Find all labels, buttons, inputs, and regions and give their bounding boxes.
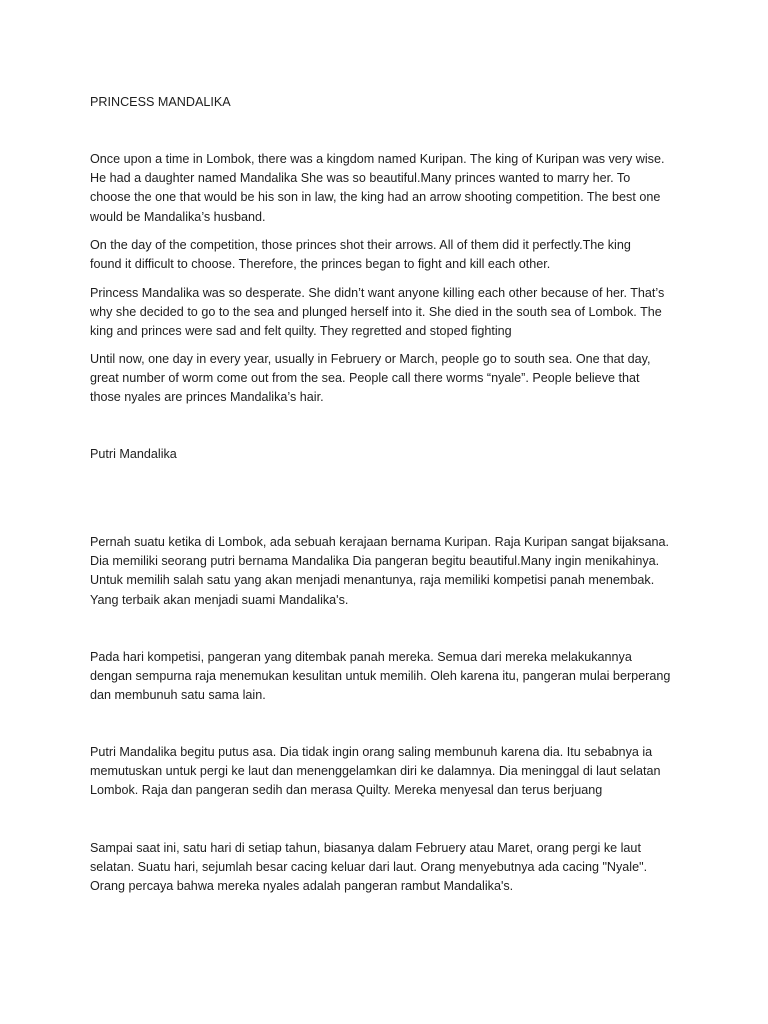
paragraph-line: king and princes were sad and felt quilty. They regretted and stoped fighting [90, 324, 512, 339]
paragraph-line: Lombok. Raja dan pangeran sedih dan merasa Quilty. Mereka menyesal dan terus berjuang [90, 783, 603, 798]
indonesian-paragraph-1 [90, 533, 690, 610]
paragraph-line: Once upon a time in Lombok, there was a kingdom named Kuripan. The king of Kuripan was very wise. [90, 152, 665, 166]
paragraph-line: dengan sempurna raja menemukan kesulitan untuk memilih. Oleh karena itu, pangeran mulai berperang [90, 669, 671, 684]
paragraph-line: Yang terbaik akan menjadi suami Mandalika's. [90, 592, 349, 607]
paragraph-line: Princess Mandalika was so desperate. She didn’t want anyone killing each other because of her. That’s [90, 286, 665, 300]
paragraph-line: choose the one that would be his son in law, the king had an arrow shooting competition. The best one [90, 190, 661, 205]
indonesian-paragraph-4 [90, 839, 690, 897]
paragraph-line: Untuk memilih salah satu yang akan menjadi menantunya, raja memiliki kompetisi panah menembak. [90, 573, 655, 588]
paragraph-line: Orang percaya bahwa mereka nyales adalah pangeran rambut Mandalika's. [90, 879, 514, 894]
paragraph-line: memutuskan untuk pergi ke laut dan menenggelamkan diri ke dalamnya. Dia meninggal di laut selatan [90, 764, 661, 779]
paragraph-line: found it difficult to choose. Therefore, the princes began to fight and kill each other. [90, 257, 551, 272]
paragraph-line: dan membunuh satu sama lain. [90, 688, 266, 703]
paragraph-line: Sampai saat ini, satu hari di setiap tahun, biasanya dalam Februery atau Maret, orang pergi ke laut [90, 841, 641, 855]
indonesian-paragraph-3 [90, 743, 690, 801]
paragraph-line: On the day of the competition, those princes shot their arrows. All of them did it perfectly.The king [90, 238, 631, 252]
paragraph-line: Pada hari kompetisi, pangeran yang ditembak panah mereka. Semua dari mereka melakukannya [90, 650, 632, 664]
paragraph-line: Pernah suatu ketika di Lombok, ada sebuah kerajaan bernama Kuripan. Raja Kuripan sangat bijaksana. [90, 535, 669, 549]
paragraph-line: Putri Mandalika begitu putus asa. Dia tidak ingin orang saling membunuh karena dia. Itu sebabnya ia [90, 745, 653, 759]
paragraph-line: those nyales are princes Mandalika’s hair. [90, 390, 324, 405]
paragraph-line: He had a daughter named Mandalika She was so beautiful.Many princes wanted to marry her. To [90, 171, 631, 186]
english-paragraph-3 [90, 284, 690, 342]
paragraph-line: selatan. Suatu hari, sejumlah besar cacing keluar dari laut. Orang menyebutnya ada cacing "Nyale". [90, 860, 648, 875]
paragraph-line: why she decided to go to the sea and plunged herself into it. She died in the south sea of Lombok. The [90, 305, 662, 320]
paragraph-line: Until now, one day in every year, usually in Februery or March, people go to south sea. One that day, [90, 352, 651, 366]
english-title: PRINCESS MANDALIKA [90, 95, 231, 109]
indonesian-title: Putri Mandalika [90, 447, 177, 461]
english-paragraph-2 [90, 236, 690, 274]
english-paragraph-1 [90, 150, 690, 227]
paragraph-line: would be Mandalika’s husband. [90, 209, 266, 224]
paragraph-line: Dia memiliki seorang putri bernama Mandalika Dia pangeran begitu beautiful.Many ingin menikahinya. [90, 554, 660, 569]
english-paragraph-4 [90, 350, 690, 408]
indonesian-paragraph-2 [90, 648, 690, 706]
paragraph-line: great number of worm come out from the sea. People call there worms “nyale”. People believe that [90, 371, 640, 386]
